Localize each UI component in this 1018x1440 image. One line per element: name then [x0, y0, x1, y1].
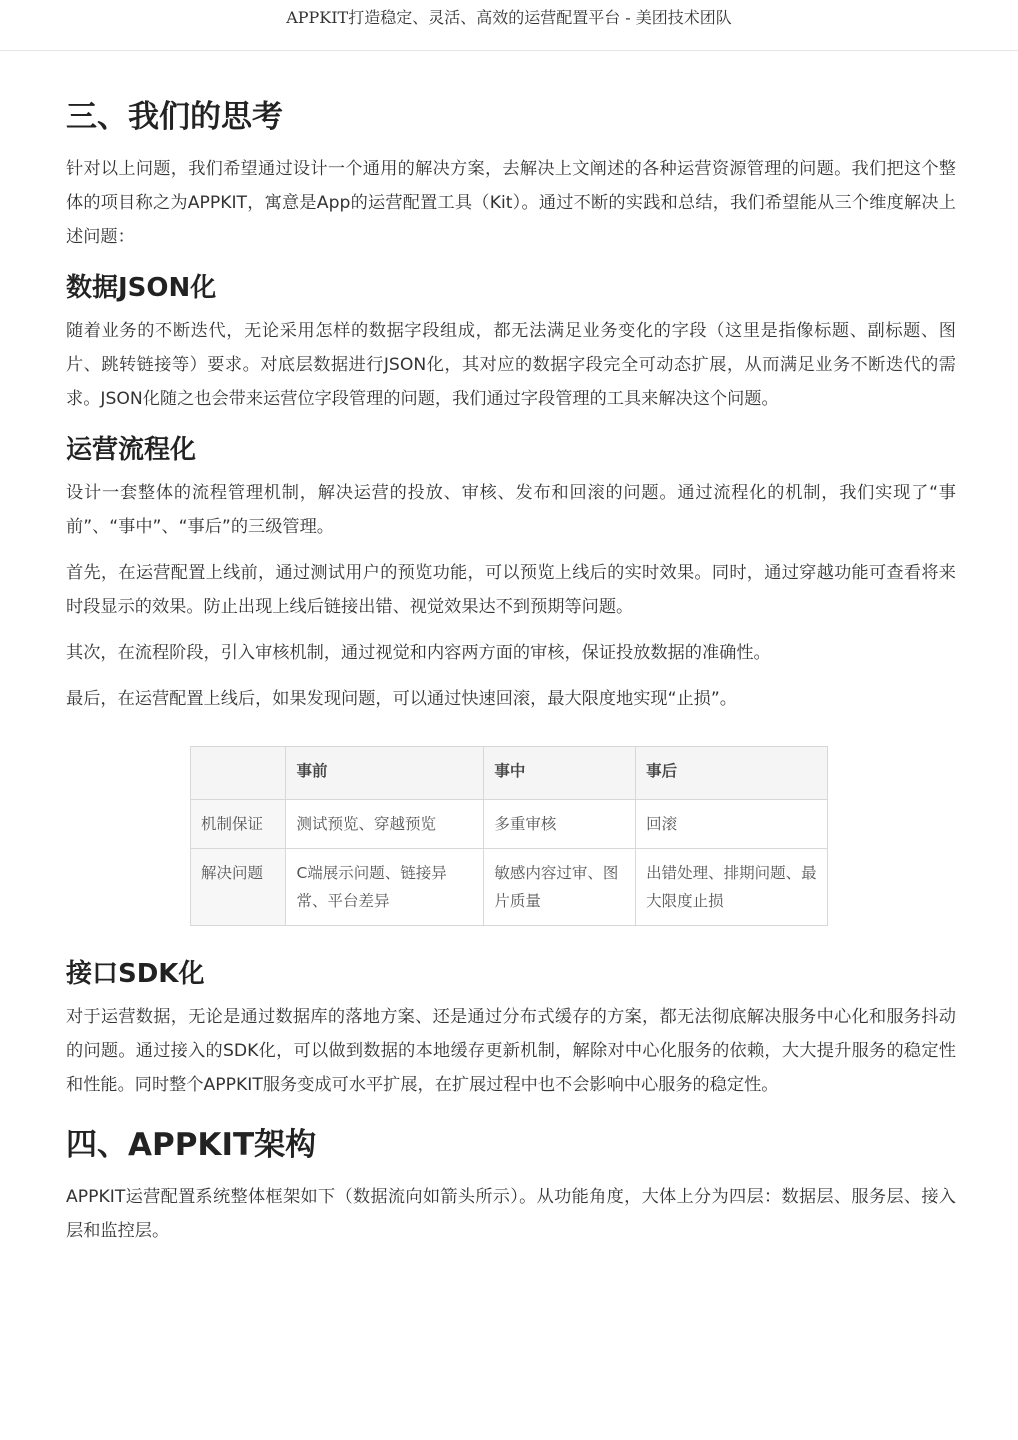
table-cell: 解决问题: [191, 849, 286, 926]
flow-paragraph-1: 设计一套整体的流程管理机制，解决运营的投放、审核、发布和回滚的问题。通过流程化的机制，我们实现了“事前”、“事中”、“事后”的三级管理。: [66, 483, 956, 537]
page-header: [0, 0, 1018, 51]
section-title-thinking: 三、我们的思考: [66, 99, 283, 135]
json-paragraph: 随着业务的不断迭代，无论采用怎样的数据字段组成，都无法满足业务变化的字段（这里是指像标题、副标题、图片、跳转链接等）要求。对底层数据进行JSON化，其对应的数据字段完全可动态扩展，从而满足业务不断迭代的需求。JSON化随之也会带来运营位字段管理的问题，我们通过字段管理的工具来解决这个问题。: [66, 321, 956, 409]
subsection-title-json: 数据JSON化: [66, 273, 217, 303]
table-cell: 敏感内容过审、图片质量: [484, 849, 636, 926]
sdk-paragraph: 对于运营数据，无论是通过数据库的落地方案、还是通过分布式缓存的方案，都无法彻底解决服务中心化和服务抖动的问题。通过接入的SDK化，可以做到数据的本地缓存更新机制，解除对中心化服务的依赖，大大提升服务的稳定性和性能。同时整个APPKIT服务变成可水平扩展，在扩展过程中也不会影响中心服务的稳定性。: [66, 1007, 956, 1095]
table-header-row: [191, 747, 828, 800]
architecture-paragraph: APPKIT运营配置系统整体框架如下（数据流向如箭头所示）。从功能角度，大体上分为四层：数据层、服务层、接入层和监控层。: [66, 1187, 956, 1241]
mechanism-table-figure: [190, 746, 828, 926]
table-header-cell: 事后: [636, 747, 828, 800]
table-row: [191, 849, 828, 926]
table-cell: C端展示问题、链接异常、平台差异: [286, 849, 484, 926]
table-header-cell: 事中: [484, 747, 636, 800]
flow-paragraph-2: 首先，在运营配置上线前，通过测试用户的预览功能，可以预览上线后的实时效果。同时，通过穿越功能可查看将来时段显示的效果。防止出现上线后链接出错、视觉效果达不到预期等问题。: [66, 563, 956, 617]
mechanism-table: [190, 746, 828, 926]
table-cell: 出错处理、排期问题、最大限度止损: [636, 849, 828, 926]
flow-paragraph-4: 最后，在运营配置上线后，如果发现问题，可以通过快速回滚，最大限度地实现“止损”。: [66, 689, 737, 709]
table-row: [191, 800, 828, 849]
table-cell: 多重审核: [484, 800, 636, 849]
subsection-title-sdk: 接口SDK化: [66, 959, 205, 989]
table-header-cell: 事前: [286, 747, 484, 800]
table-header-cell: [191, 747, 286, 800]
table-cell: 机制保证: [191, 800, 286, 849]
table-cell: 回滚: [636, 800, 828, 849]
thinking-intro-paragraph: 针对以上问题，我们希望通过设计一个通用的解决方案，去解决上文阐述的各种运营资源管理的问题。我们把这个整体的项目称之为APPKIT，寓意是App的运营配置工具（Kit）。通过不断的实践和总结，我们希望能从三个维度解决上述问题：: [66, 159, 956, 247]
flow-paragraph-3: 其次，在流程阶段，引入审核机制，通过视觉和内容两方面的审核，保证投放数据的准确性。: [66, 643, 771, 663]
article-body: [66, 92, 956, 1260]
subsection-title-flow: 运营流程化: [66, 435, 197, 465]
table-cell: 测试预览、穿越预览: [286, 800, 484, 849]
section-title-architecture: 四、APPKIT架构: [66, 1127, 317, 1163]
page-header-title: APPKIT打造稳定、灵活、高效的运营配置平台 - 美团技术团队: [286, 8, 732, 27]
